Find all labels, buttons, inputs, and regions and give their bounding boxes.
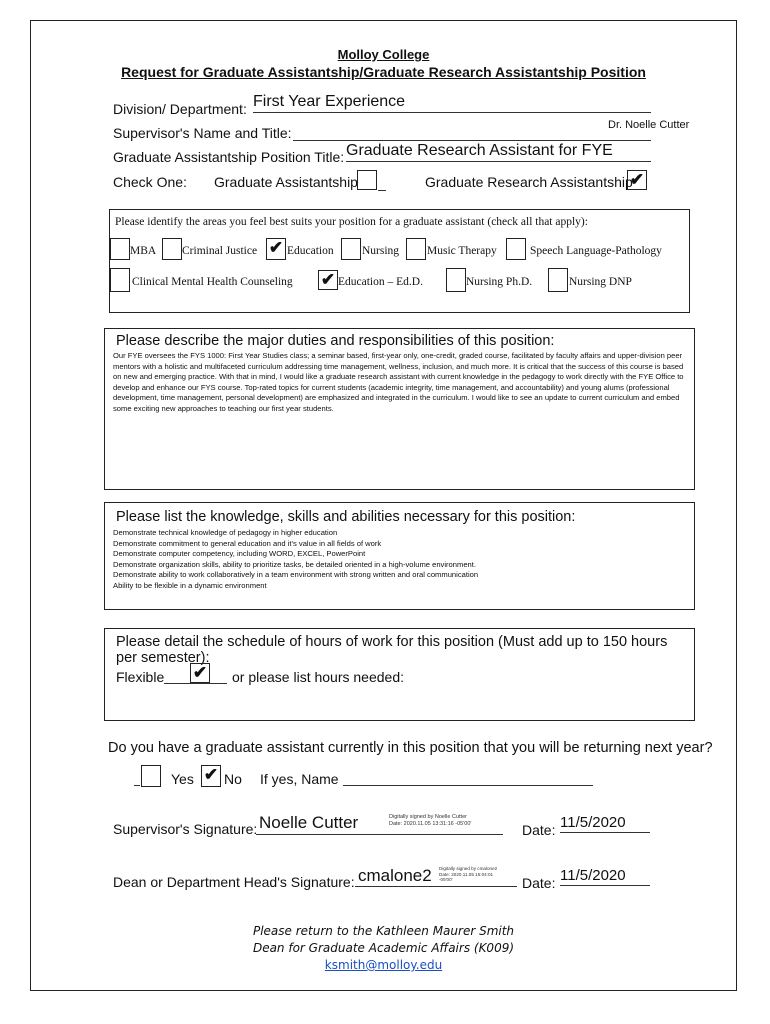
area-edd-label: Education – Ed.D. [338, 276, 423, 288]
area-clinical-label: Clinical Mental Health Counseling [132, 276, 293, 288]
dean-digital-line3: -05'00' [439, 877, 453, 883]
skill-item: Demonstrate commitment to general education and it's value in all fields of work [113, 538, 382, 548]
skill-item: Ability to be flexible in a dynamic environment [113, 580, 267, 590]
flexible-checkbox[interactable]: ✔ [190, 663, 210, 683]
returning-no-checkbox[interactable]: ✔ [201, 765, 221, 787]
areas-section [109, 209, 690, 313]
area-nursing-dnp-label: Nursing DNP [569, 276, 632, 288]
area-nursing-phd-checkbox[interactable] [446, 268, 466, 292]
area-mba-label: MBA [130, 245, 157, 257]
skill-item: Demonstrate organization skills, ability to prioritize tasks, be detailed oriented in a high-volume environment. [113, 559, 476, 569]
supervisor-digital-line1: Digitally signed by Noelle Cutter [389, 814, 467, 820]
area-criminal-justice-checkbox[interactable] [162, 238, 182, 260]
skills-heading: Please list the knowledge, skills and abilities necessary for this position: [116, 509, 576, 525]
name-label: If yes, Name [260, 771, 339, 787]
supervisor-field[interactable]: Dr. Noelle Cutter [608, 119, 690, 131]
returning-no-label: No [224, 771, 242, 787]
duties-text[interactable]: Our FYE oversees the FYS 1000: First Year Studies class; a seminar based, first-year only, one-credit, graded course, facilitated by faculty affairs and upper-division peer mentors with a holistic and multifaceted curriculum addressing time management, wellness, inclusion, and much more. It is critical that the success of this course is based on new and emerging practice. With that in mind, I would like a graduate research assistant with current knowledge in the pedagogy to work directly with the FYE Office to develop and enhance our FYS course. Top-rated topics for current students (academic integrity, time management, and accountability) and young alums (professional development, time management, personal development) are emphasized and integrated in the curriculum. I would like to see an update to current curriculum and embed some exciting new approaches to teaching our first year students. [113, 351, 684, 413]
skills-section [104, 502, 695, 610]
form-page [30, 20, 737, 991]
institution-title: Molloy College [337, 47, 430, 62]
footer-line2: Dean for Graduate Academic Affairs (K009) [252, 941, 515, 955]
option-gra-label: Graduate Research Assistantship [425, 174, 633, 190]
areas-prompt: Please identify the areas you feel best suits your position for a graduate assistant (check all that apply): [115, 216, 588, 228]
returning-yes-label: Yes [171, 771, 194, 787]
supervisor-label: Supervisor's Name and Title: [113, 125, 292, 141]
supervisor-signature[interactable]: Noelle Cutter [259, 813, 359, 832]
skills-list[interactable] [113, 528, 689, 592]
skill-item: Demonstrate computer competency, including WORD, EXCEL, PowerPoint [113, 549, 366, 559]
area-mba-checkbox[interactable] [110, 238, 130, 260]
duties-section [104, 328, 695, 490]
area-nursing-dnp-checkbox[interactable] [548, 268, 568, 292]
position-field[interactable]: Graduate Research Assistant for FYE [346, 142, 651, 162]
area-education-checkbox[interactable]: ✔ [266, 238, 286, 260]
area-clinical-checkbox[interactable] [110, 268, 130, 292]
supervisor-date-label: Date: [522, 822, 556, 838]
flexible-label: Flexible [116, 669, 165, 685]
dean-signature-label: Dean or Department Head's Signature: [113, 874, 355, 890]
footer-email-wrap [31, 958, 736, 972]
option-ga-checkbox[interactable] [357, 170, 377, 190]
yes-underline [134, 785, 140, 786]
division-field[interactable]: First Year Experience [253, 93, 651, 113]
dean-digital-stamp [439, 866, 497, 883]
area-music-therapy-label: Music Therapy [427, 245, 497, 257]
option-ga-label: Graduate Assistantship [214, 174, 358, 190]
area-nursing-phd-label: Nursing Ph.D. [466, 276, 533, 288]
supervisor-digital-stamp [389, 814, 471, 828]
supervisor-underline [293, 140, 651, 141]
form-title: Request for Graduate Assistantship/Graduate Research Assistantship Position [121, 64, 646, 80]
schedule-heading: Please detail the schedule of hours of work for this position (Must add up to 150 hours per semester): [116, 634, 668, 666]
skill-item: Demonstrate technical knowledge of pedagogy in higher education [113, 528, 338, 537]
area-criminal-justice-label: Criminal Justice [182, 245, 258, 257]
supervisor-signature-line [256, 834, 503, 835]
dean-date-label: Date: [522, 875, 556, 891]
position-label: Graduate Assistantship Position Title: [113, 149, 345, 165]
area-edd-checkbox[interactable]: ✔ [318, 270, 338, 290]
area-speech-checkbox[interactable] [506, 238, 526, 260]
supervisor-date[interactable]: 11/5/2020 [560, 814, 650, 833]
footer-line1: Please return to the Kathleen Maurer Smith [252, 924, 515, 938]
area-speech-label: Speech Language-Pathology [530, 245, 662, 257]
dean-digital-line1: Digitally signed by cmalone2 [439, 866, 498, 871]
supervisor-signature-label: Supervisor's Signature: [113, 821, 258, 837]
flexible-underline [164, 683, 227, 684]
dean-digital-line2: Date: 2020.11.05 15:04:01 [439, 871, 494, 877]
check-one-label: Check One: [113, 174, 187, 190]
hours-label: or please list hours needed: [232, 669, 404, 685]
dean-signature-line [355, 886, 517, 887]
footer-email-link[interactable]: ksmith@molloy.edu [324, 958, 443, 972]
dean-date[interactable]: 11/5/2020 [560, 867, 650, 886]
supervisor-digital-line2: Date: 2020.11.05 13:31:16 -05'00' [389, 821, 472, 827]
duties-heading: Please describe the major duties and responsibilities of this position: [116, 333, 555, 349]
skill-item: Demonstrate ability to work collaboratively in a team environment with strong written and oral communication [113, 570, 479, 580]
dean-signature[interactable]: cmalone2 [358, 866, 432, 885]
option-gra-checkbox[interactable]: ✔ [627, 170, 647, 190]
area-nursing-label: Nursing [362, 245, 400, 257]
returning-yes-checkbox[interactable] [141, 765, 161, 787]
area-nursing-checkbox[interactable] [341, 238, 361, 260]
option-ga-underline [378, 190, 386, 191]
area-education-label: Education [287, 245, 334, 257]
schedule-section [104, 628, 695, 721]
division-label: Division/ Department: [113, 101, 247, 117]
returning-question: Do you have a graduate assistant currently in this position that you will be returning next year? [108, 740, 713, 756]
area-music-therapy-checkbox[interactable] [406, 238, 426, 260]
name-field[interactable] [343, 785, 593, 786]
